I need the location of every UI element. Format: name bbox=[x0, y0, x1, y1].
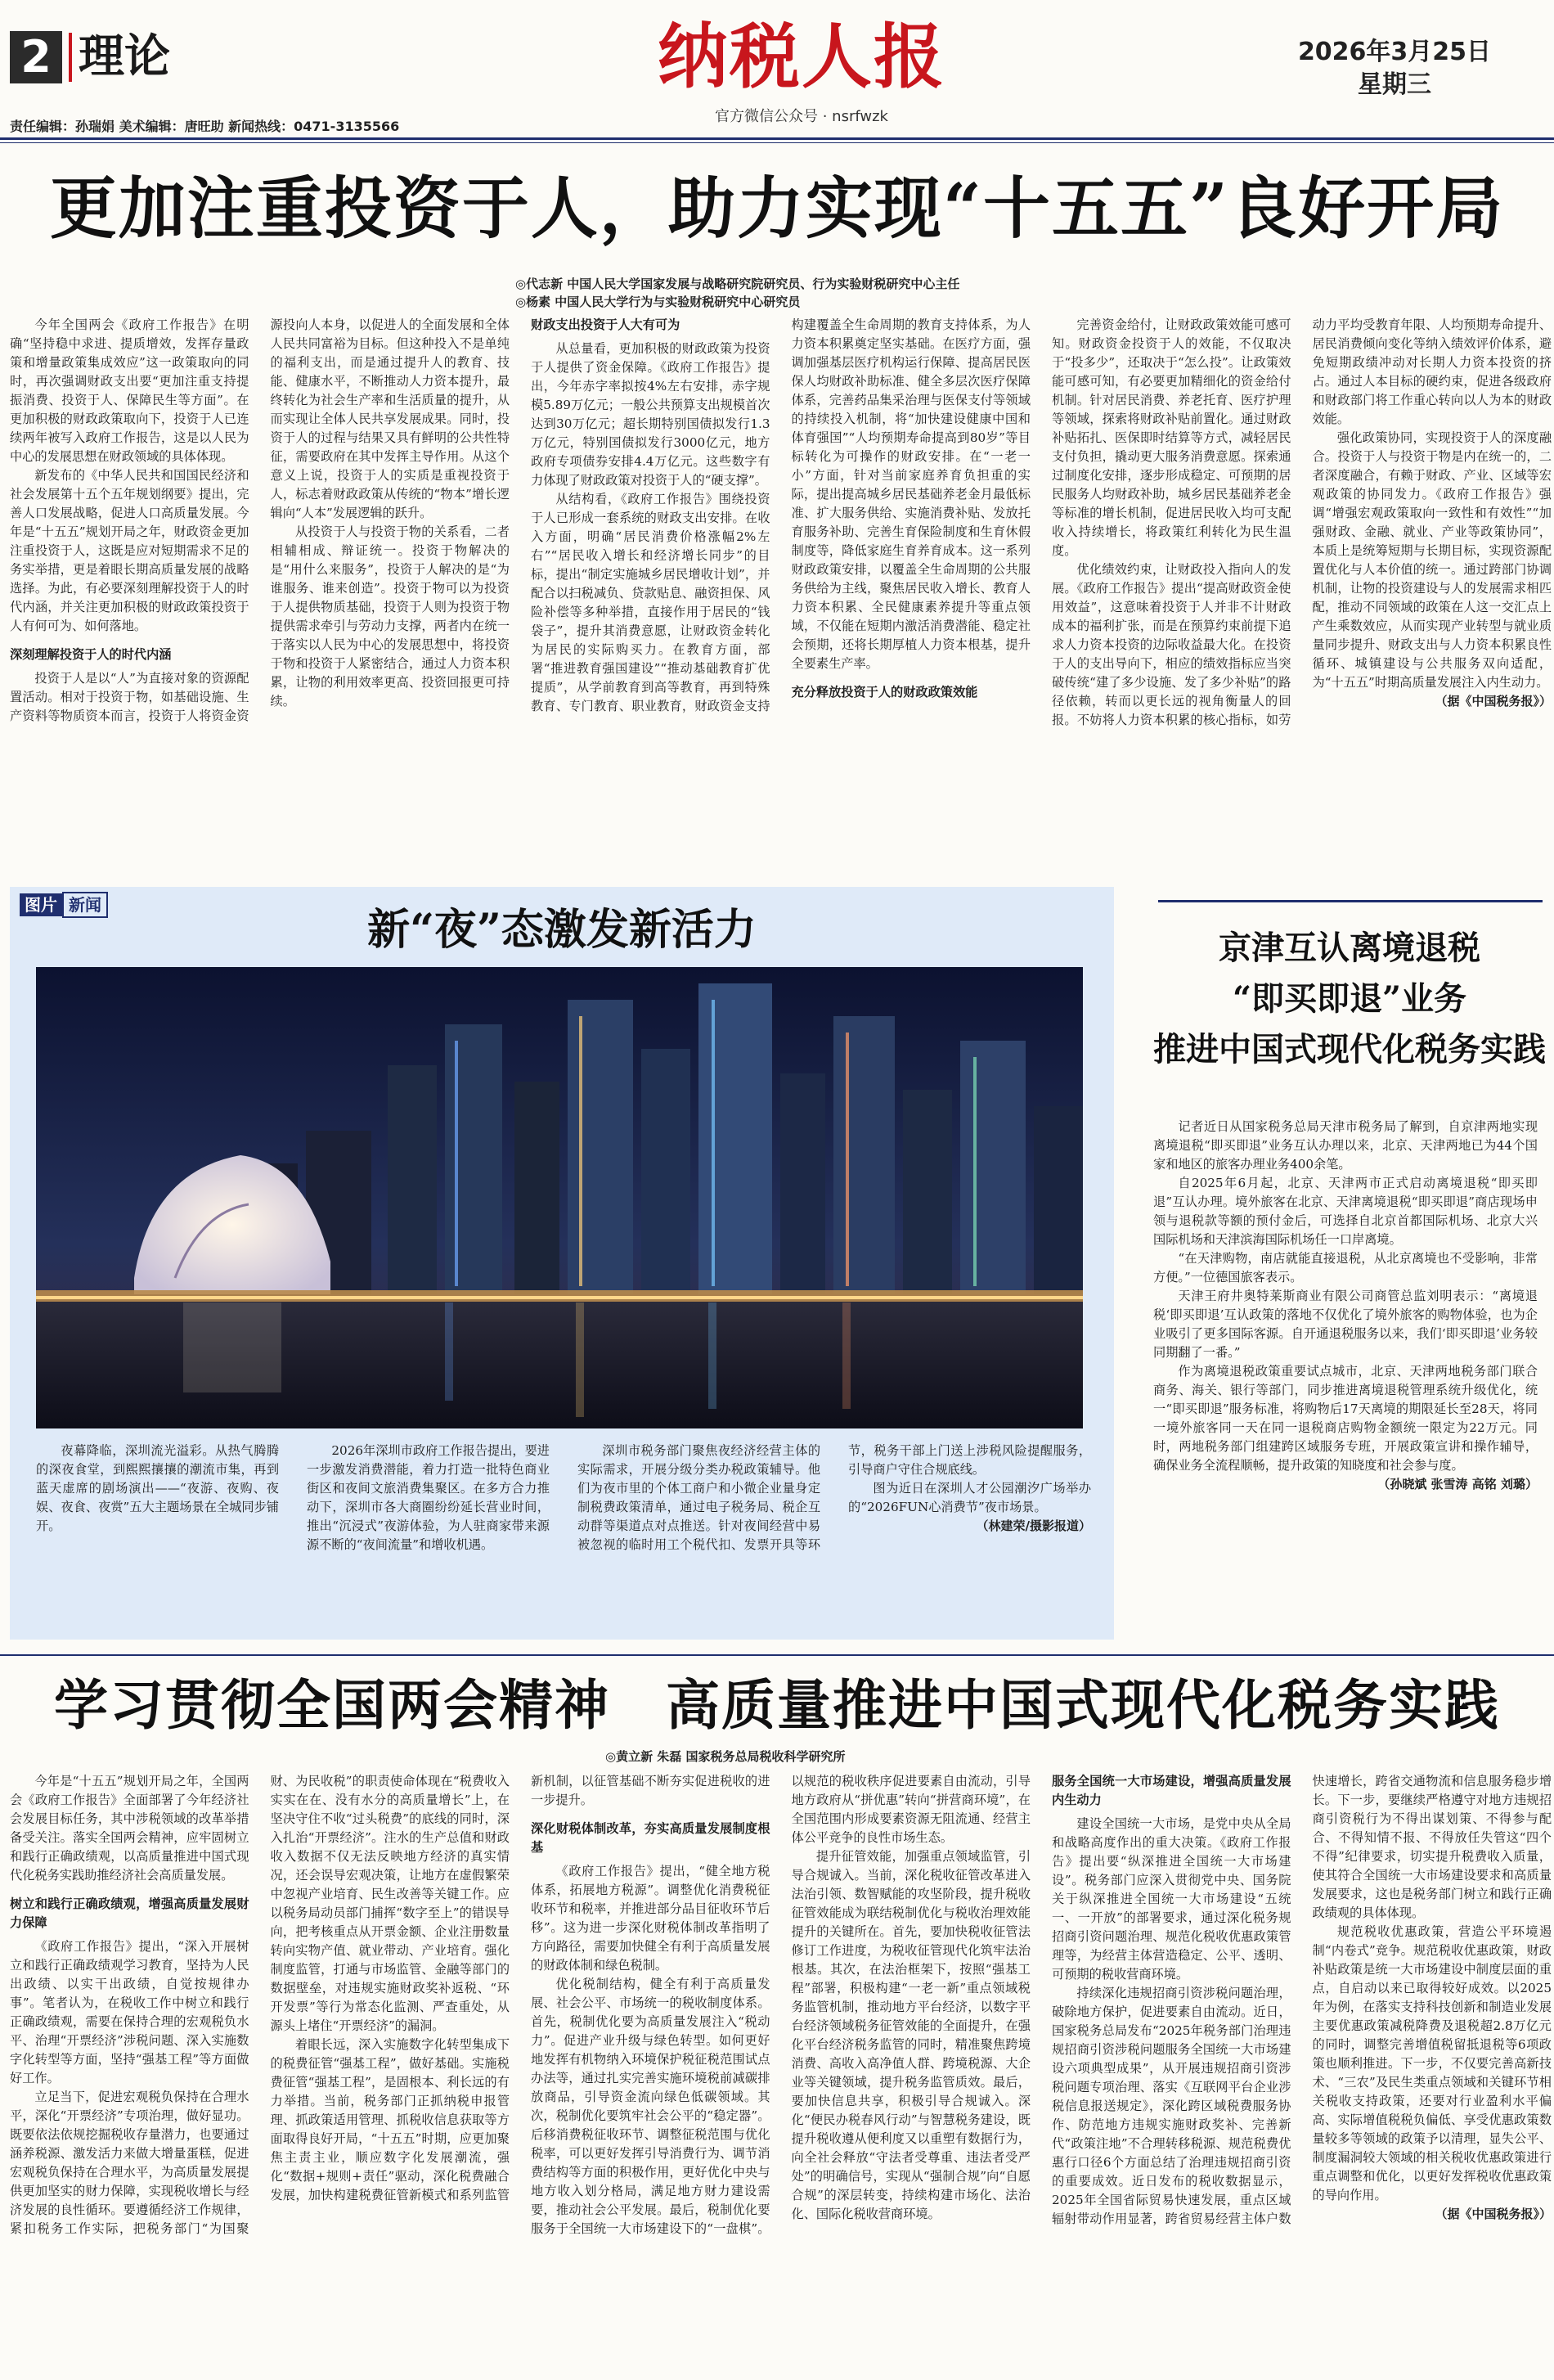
paragraph: 《政府工作报告》提出，“健全地方税体系，拓展地方税源”。调整优化消费税征收环节和税率，并推进部分品目征收环节后移”。这为进一步深化财税体制改革指明了方向路径，需要加快健全有利于高质量发展的财政体制和绿色税制。 bbox=[531, 1864, 770, 1973]
editor-credits: 责任编辑：孙瑞娟 美术编辑：唐旺助 新闻热线：0471-3135566 bbox=[10, 119, 400, 134]
paragraph: 从投资于人与投资于物的关系看，二者相辅相成、辩证统一。投资于物解决的是“用什么来服务”，投资于人解决的是“为谁服务、谁来创造”。投资于物可以为投资于人提供物质基础，投资于人则为投资于物提供需求牵引与劳动力支撑，两者内在统一于落实以人民为中心的发展思想中，将投资于物和投资于人紧密结合，通过人力资本积累，让物的利用效率更高、投资回报更可持续。 bbox=[270, 524, 510, 709]
source-credit: （林建荣/摄影报道） bbox=[976, 1518, 1091, 1533]
paragraph: 完善资金给付，让财政政策效能可感可知。财政资金投资于人的效能，不仅取决于“投多少”，还取决于“怎么投”。让政策效能可感可知，有必要更加精细化的资金给付机制。针对居民消费、养老托育、医疗护理等领域，探索将财政补贴前置化。通过财政补贴拓扎、医保即时结算等方式，减轻居民支付负担，撬动更大服务消费意愿。探索通过制度化安排，逐步形成稳定、可预期的居民服务人均财政补助，城乡居民基础养老金等标准的增长机制，促进居民收入均可支配收入持续增长，将政策红利转化为民生温度。 bbox=[1052, 317, 1291, 558]
paragraph: 作为离境退税政策重要试点城市，北京、天津两地税务部门联合商务、海关、银行等部门，同步推进离境退税管理系统升级优化，统一“即买即退”服务标准，将购物后17天离境的期限延长至28天，将同一境外旅客同一天在同一退税商店购物金额统一限定为22万元。同时，两地税务部门组建跨区域服务专班，开展政策宣讲和操作辅导，确保业务全流程顺畅，提升政策的知晓度和社会参与度。 bbox=[1153, 1364, 1538, 1473]
photo-label-news: 新闻 bbox=[62, 892, 108, 918]
issue-date: 2026年3月25日 bbox=[1297, 38, 1492, 66]
page-number: 2 bbox=[10, 31, 62, 83]
paragraph: 2026年深圳市政府工作报告提出，要进一步激发消费潜能，着力打造一批特色商业街区和夜间文旅消费集聚区。在多方合力推动下，深圳市各大商圈纷纷延长营业时间，推出“沉浸式”夜游体验，为人驻商家带来源源不断的“夜间流量”和增收机遇。 bbox=[307, 1443, 550, 1552]
paragraph: 从结构看，《政府工作报告》围绕投资于人已形成一套系统的财政支出安排。在收入方面，明确“居民消费价格涨幅2%左右”“居民收入增长和经济增长同步”的目标，提出“制定实施城乡居民增收计划”，并配合以扫税减负、贷款贴息、融资担保、风险补偿等多种举措，直接作用于居民的“钱袋子”，提升其消费意愿，让财政资金转化为居民的实际购买力。在教育方面，部署“推进教育强国建设”“推动基础教育扩优提质”，从学前教育到高等教育，再到特殊教育、专门教育、职业教育，财政资金支持构建覆盖全生命周期的教育支持体系，为人力资本积累奠定坚实基础。在医疗方面，强调加强基层医疗机构运行保障、提高居民医保人均财政补助标准、健全多层次医疗保障体系，完善药品集采治理与医保支付等领域的持续投入机制，将“加快建设健康中国和体育强国”“人均预期寿命提高到80岁”等目标转化为可操作的财政安排。在“一老一小”方面，针对当前家庭养育负担重的实际，提出提高城乡居民基础养老金月最低标准、扩大服务供给、实施消费补贴、发放托育服务补助、完善生育保险制度和生育休假制度等，降低家庭生育养育成本。这一系列财政政策安排，以覆盖全生命周期的公共服务供给为主线，聚焦居民收入增长、教育人力资本积累、全民健康素养提升等重点领域，不仅能在短期内激活消费潜能、稳定社会预期，还将长期厚植人力资本根基，提升全要素生产率。 bbox=[531, 317, 1031, 713]
paragraph: 立足当下，促进宏观税负保持在合理水平，深化“开票经济”专项治理，做好显功。既要依法依规挖掘税收存量潜力，也要通过涵养税源、激发活力来做大增量蛋糕，促进宏观税负保持在合理水平，为高质量发展提供更加坚实的财力保障，实现税收增长与经济发展的良性循环。要遵循经济工作规律，紧扣税务工作实际，把税务部门“为国聚财、为民收税”的职责使命体现在“税费收入实实在在、没有水分的高质量增长”上，在坚决守住不收“过头税费”的底线的同时，深入扎治“开票经济”。注水的生产总值和财政收入数据不仅无法反映地方经济的真实情况，还会误导宏观决策，让地方在虚假繁荣中忽视产业培育、民生改善等关键工作。应以税务局动员部门捕挥“数字至上”的错误导向，把考核重点从开票金额、企业注册数量转向实物产值、就业带动、产业培育。强化制度监管，打通与市场监管、金融等部门的数据壁垒，对违规实施财政奖补返税、“环开发票”等行为常态化监测、严查重处，从源头上堵住“开票经济”的漏洞。 bbox=[10, 1774, 510, 2236]
paragraph: 提升征管效能，加强重点领域监管，引导合规诚入。当前，深化税收征管改革进入法治引领、数智赋能的攻坚阶段，提升税收征管效能成为联结税制优化与税收治理效能提升的关键所在。首先，要加快税收征管法修订工作进度，为税收征管现代化筑牢法治根基。其次，在法治框架下，按照“强基工程”部署，积极构建“一老一新”重点领域税务监管机制，推动地方平台经济，以数字平台经济领域税务征管效能的全面提升，在强化平台经济税务监管的同时，精准聚焦跨境消费、高收入高净值人群、跨境税源、大企业等关键领域，提升税务监管质效。最后，要加快信息共享，积极引导合规诚入。深化“便民办税春风行动”与智慧税务建设，既提升税收遵从便利度又以重塑有数据行为，向全社会释放“守法者受尊重、违法者受严处”的明确信号，实现从“强制合规”向“自愿合规”的深层转变，持续构建市场化、法治化、国际化税收营商环境。 bbox=[791, 1849, 1031, 2221]
paragraph: 自2025年6月起，北京、天津两市正式启动离境退税“即买即退”互认办理。境外旅客在北京、天津离境退税“即买即退”商店现场申领与退税款等额的预付金后，可选择自北京首都国际机场、北京大兴国际机场和天津滨海国际机场任一口岸离境。 bbox=[1153, 1176, 1538, 1247]
lead-headline: 更加注重投资于人，助力实现“十五五”良好开局 bbox=[49, 169, 1505, 248]
section-rule bbox=[0, 1654, 1554, 1656]
paragraph: 投资于人是以“人”为直接对象的资源配置活动。相对于投资于物，如基础设施、生产资料等物质资本而言，投资于人将资金资源投向人本身，以促进人的全面发展和全体人民共同富裕为目标。但这种投入不是单纯的福利支出，而是通过提升人的教育、技能、健康水平，不断推动人力资本提升，最终转化为社会生产率和生活质量的提升，从而实现让全体人民共享发展成果。同时，投资于人的过程与结果又具有鲜明的公共性特征，需要政府在其中发挥主导作用。从这个意义上说，投资于人的实质是重视投资于人，标志着财政政策从传统的“物本”增长逻辑向“人本”发展逻辑的跃升。 bbox=[10, 317, 510, 723]
paragraph: 《政府工作报告》提出，“深入开展树立和践行正确政绩观学习教育，坚持为人民出政绩、以实干出政绩，自觉按规律办事”。笔者认为，在税收工作中树立和践行正确政绩观，需要在保持合理的宏观税负水平、治理“开票经济”涉税问题、深入实施数字化转型等方面，坚持“强基工程”等方面做好工作。 bbox=[10, 1939, 249, 2085]
paragraph: 着眼长远，深入实施数字化转型集成下的税费征管“强基工程”，做好基础。实施税费征管“强基工程”，是固根本、利长远的有力举措。当前，税务部门正抓纳税申报管理、抓政策适用管理、抓税收信息获取等方面取得良好开局，“十五五”时期，应更加聚焦主责主业，顺应数字化发展潮流，强化“数据+规则+责任”驱动，深化税费融合发展，加快构建税费征管新模式和系列监管新机制，以征管基础不断夯实促进税收的进一步提升。 bbox=[270, 1774, 770, 2202]
source-credit: （孙晓斌 张雪涛 高铭 刘璐） bbox=[1377, 1477, 1538, 1491]
right-headline-line-1: 京津互认离境退税 bbox=[1219, 929, 1480, 967]
subheading: 树立和践行正确政绩观，增强高质量发展财力保障 bbox=[10, 1896, 249, 1930]
subheading: 充分释放投资于人的财政政策效能 bbox=[791, 685, 978, 700]
paragraph: 优化税制结构，健全有利于高质量发展、社会公平、市场统一的税收制度体系。首先，税制优化要为高质量发展注入“税动力”。促进产业升级与绿色转型。如何更好地发挥有机物纳入环境保护税征税范围试点办法等，通过扎实完善实施环境税前减碳排放商品，引导资金流向绿色低碳领域。其次，税制优化要筑牢社会公平的“稳定器”。后移消费税征收环节、调整征税范围与优化税率，可以更好发挥引导消费行为、调节消费结构等方面的积极作用，更好优化中央与地方收入划分格局，满足地方财力建设需要，推动社会公平发展。最后，税制优化要服务于全国统一大市场建设下的“一盘棋”。以规范的税收秩序促进要素自由流动，引导地方政府从“拼优惠”转向“拼营商环境”，在全国范围内形成要素资源无阻流通、经营主体公平竞争的良性市场生态。 bbox=[531, 1774, 1031, 2236]
subheading: 深化财税体制改革，夯实高质量发展制度根基 bbox=[531, 1821, 770, 1855]
paragraph: 深圳市税务部门聚焦夜经济经营主体的实际需求，开展分级分类办税政策辅导。他们为夜市里的个体工商户和小微企业量身定制税费政策清单，通过电子税务局、税企互动群等渠道点对点推送。针对夜间经营中易被忽视的临时用工个税代扣、发票开具等环节，税务干部上门送上涉税风险提醒服务，引导商户守住合规底线。 bbox=[577, 1443, 1091, 1552]
header-rule bbox=[0, 137, 1554, 140]
subheading: 深刻理解投资于人的时代内涵 bbox=[10, 647, 172, 662]
lead-article-body bbox=[10, 316, 1552, 875]
paper-name-logo: 纳税人报 bbox=[658, 16, 945, 98]
right-headline-line-2: “即买即退”业务 bbox=[1232, 979, 1466, 1018]
paragraph: 今年是“十五五”规划开局之年，全国两会《政府工作报告》全面部署了今年经济社会发展目标任务，其中涉税领域的改革举措备受关注。落实全国两会精神，应牢固树立和践行正确政绩观，以高质量推进中国式现代化税务实践助推经济社会高质量发展。 bbox=[10, 1774, 249, 1883]
lead-byline-2: ◎杨素 中国人民大学行为与实验财税研究中心研究员 bbox=[515, 295, 801, 309]
source-credit: （据《中国税务报》） bbox=[1435, 694, 1552, 709]
paragraph: 持续深化违规招商引资涉税问题治理，破除地方保护，促进要素自由流动。近日，国家税务总局发布“2025年税务部门治理违规招商引资涉税问题服务全国统一大市场建设六项典型成果”，从开展违规招商引资涉税问题专项治理、落实《互联网平台企业涉税信息报送规定》，深化跨区域税费服务协作、防范地方违规实施财政奖补、完善新代“政策注地”不合理转移税源、规范税费优惠行口径6个方面总结了治理违规招商引资的重要成效。近日发布的税收数据显示，2025年全国省际贸易快速发展，重点区域辐射带动作用显著，跨省贸易经营主体户数快速增长，跨省交通物流和信息服务稳步增长。下一步，要继续严格遵守对地方违规招商引资税行为不得出谋划策、不得参与配合、不得知情不报、不得放任失管这“四个不得”纪律要求，切实提升税费收入质量，使其符合全国统一大市场建设要求和高质量发展要求，这也是税务部门树立和践行正确政绩观的具体体现。 bbox=[1052, 1774, 1552, 2226]
right-story-headline bbox=[1153, 923, 1546, 1075]
right-story-rule bbox=[1158, 900, 1543, 902]
subheading: 财政支出投资于人大有可为 bbox=[531, 317, 680, 332]
paragraph: 新发布的《中华人民共和国国民经济和社会发展第十五个五年规划纲要》提出，完善人口发展战略，促进人口高质量发展。今年是“十五五”规划开局之年，财政资金更加注重投资于人，这既是应对短期需求不足的务实举措，更是着眼长期高质量发展的战略选择。为此，有必要深刻理解投资于人的时代内涵，并关注更加积极的财政政策投资于人有何可为、如何落地。 bbox=[10, 468, 249, 633]
paragraph: 建设全国统一大市场，是党中央从全局和战略高度作出的重大决策。《政府工作报告》提出要“纵深推进全国统一大市场建设”。税务部门应深入贯彻党中央、国务院关于纵深推进全国统一大市场建设“五统一、一开放”的部署要求，通过深化税务规招商引资问题治理、规范化税收优惠政策管理等，为经营主体营造稳定、公平、透明、可预期的税收营商环境。 bbox=[1052, 1816, 1291, 1982]
wechat-account: 官方微信公众号 · nsrfwzk bbox=[715, 108, 888, 125]
lead-byline-1: ◎代志新 中国人民大学国家发展与战略研究院研究员、行为实验财税研究中心主任 bbox=[515, 277, 960, 291]
bottom-byline: ◎黄立新 朱磊 国家税务总局税收科学研究所 bbox=[605, 1749, 846, 1764]
section-divider bbox=[69, 33, 72, 82]
paragraph: 天津王府井奥特莱斯商业有限公司商管总监刘明表示：“离境退税‘即买即退’互认政策的落地不仅优化了境外旅客的购物体验，也为企业吸引了更多国际客源。自开通退税服务以来，我们‘即买即退’业务较同期翻了一番。” bbox=[1153, 1289, 1538, 1360]
bottom-article-body bbox=[10, 1772, 1552, 2371]
paragraph: 今年全国两会《政府工作报告》在明确“坚持稳中求进、提质增效，发挥存量政策和增量政策集成效应”这一政策取向的同时，再次强调财政支出要“更加注重支持提振消费、投资于人、保障民生等方面”。在更加积极的财政政策取向下，投资于人已连续两年被写入政府工作报告，这是以人民为中心的发展思想在财政领域的具体体现。 bbox=[10, 317, 249, 464]
paragraph: 夜幕降临，深圳流光溢彩。从热气腾腾的深夜食堂，到熙熙攘攘的潮流市集，再到蓝天虚席的剧场演出——“夜游、夜购、夜娱、夜食、夜赏”五大主题场景在全城同步铺开。 bbox=[36, 1443, 279, 1533]
paragraph: 从总量看，更加积极的财政政策为投资于人提供了资金保障。《政府工作报告》提出，今年赤字率拟按4%左右安排，赤字规模5.89万亿元；一般公共预算支出规模首次达到30万亿元；超长期特别国债拟发行1.3万亿元，特别国债拟发行3000亿元，地方政府专项债券安排4.4万亿元。这些数字有力体现了财政政策对投资于人的“硬支撑”。 bbox=[531, 341, 770, 488]
right-headline-line-3: 推进中国式现代化税务实践 bbox=[1153, 1030, 1546, 1069]
paragraph: 记者近日从国家税务总局天津市税务局了解到，自京津两地实现离境退税“即买即退”业务互认办理以来，北京、天津两地已为44个国家和地区的旅客办理业务400余笔。 bbox=[1153, 1119, 1538, 1172]
photo-news-body bbox=[36, 1442, 1091, 1630]
night-city-photo bbox=[36, 967, 1083, 1428]
paragraph: 规范税收优惠政策，营造公平环境遏制“内卷式”竞争。规范税收优惠政策，财政补贴政策是统一大市场建设中制度层面的重点，自启动以来已取得较好成效。以2025年为例，在落实支持科技创新和制造业发展主要优惠政策减税降费及退税超2.8万亿元的同时，调整完善增值税留抵退税等6项政策也顺利推进。下一步，不仅要完善高新技术、“三农”及民生类重点领域和关键环节相关税收支持政策，还要对行业盈利水平偏高、实际增值税税负偏低、享受优惠政策数量较多等领域的政策予以清理，显失公平、制度漏洞较大领域的相关税收优惠政策进行重点调整和优化，以更好发挥税收优惠政策的导向作用。 bbox=[1312, 1924, 1552, 2202]
header-rule-thin bbox=[0, 142, 1554, 143]
issue-weekday: 星期三 bbox=[1358, 70, 1431, 99]
paragraph: 强化政策协同，实现投资于人的深度融合。投资于人与投资于物是内在统一的，二者深度融合，有赖于财政、产业、区域等宏观政策的协同发力。《政府工作报告》强调“增强宏观政策取向一致性和有效性”“加强财政、金融、就业、产业等政策协同”，本质上是统筹短期与长期目标，实现资源配置优化与人本价值的统一。通过跨部门协调机制，让物的投资建设与人的发展需求相匹配，推动不同领域的政策在人这一交汇点上产生乘数效应，从而实现产业转型与就业质量同步提升、财政支出与人力资本积累良性循环、城镇建设与公共服务双向适配，为“十五五”时期高质量发展注入内生动力。 bbox=[1312, 430, 1552, 690]
bottom-headline: 学习贯彻全国两会精神 高质量推进中国式现代化税务实践 bbox=[54, 1673, 1500, 1737]
paragraph: 图为近日在深圳人才公园潮汐广场举办的“2026FUN心消费节”夜市场景。 bbox=[848, 1481, 1091, 1514]
section-name: 理论 bbox=[79, 30, 170, 83]
paragraph: 优化绩效约束，让财政投入指向人的发展。《政府工作报告》提出“提高财政资金使用效益”，这意味着投资于人并非不计财政成本的福利扩张，而是在预算约束前提下追求人力资本投资的边际收益最大化。在投资于人的支出导向下，相应的绩效指标应当突破传统“建了多少设施、发了多少补贴”的路径依赖，转而以更长远的视角衡量人的回报。不妨将人力资本积累的核心指标，如劳动力平均受教育年限、人均预期寿命提升、居民消费倾向变化等纳入绩效评价体系，避免短期政绩冲动对长期人力资本投资的挤占。通过人本目标的硬约束，促进各级政府和财政部门将工作重心转向以人为本的财政效能。 bbox=[1052, 317, 1552, 727]
paragraph: “在天津购物，南店就能直接退税，从北京离境也不受影响，非常方便。”一位德国旅客表示。 bbox=[1153, 1251, 1538, 1284]
source-credit: （据《中国税务报》） bbox=[1435, 2207, 1552, 2221]
right-story-body bbox=[1153, 1118, 1538, 1641]
subheading: 服务全国统一大市场建设，增强高质量发展内生动力 bbox=[1052, 1774, 1291, 1807]
photo-label-picture: 图片 bbox=[20, 893, 62, 916]
photo-news-title: 新“夜”态激发新活力 bbox=[367, 905, 757, 955]
